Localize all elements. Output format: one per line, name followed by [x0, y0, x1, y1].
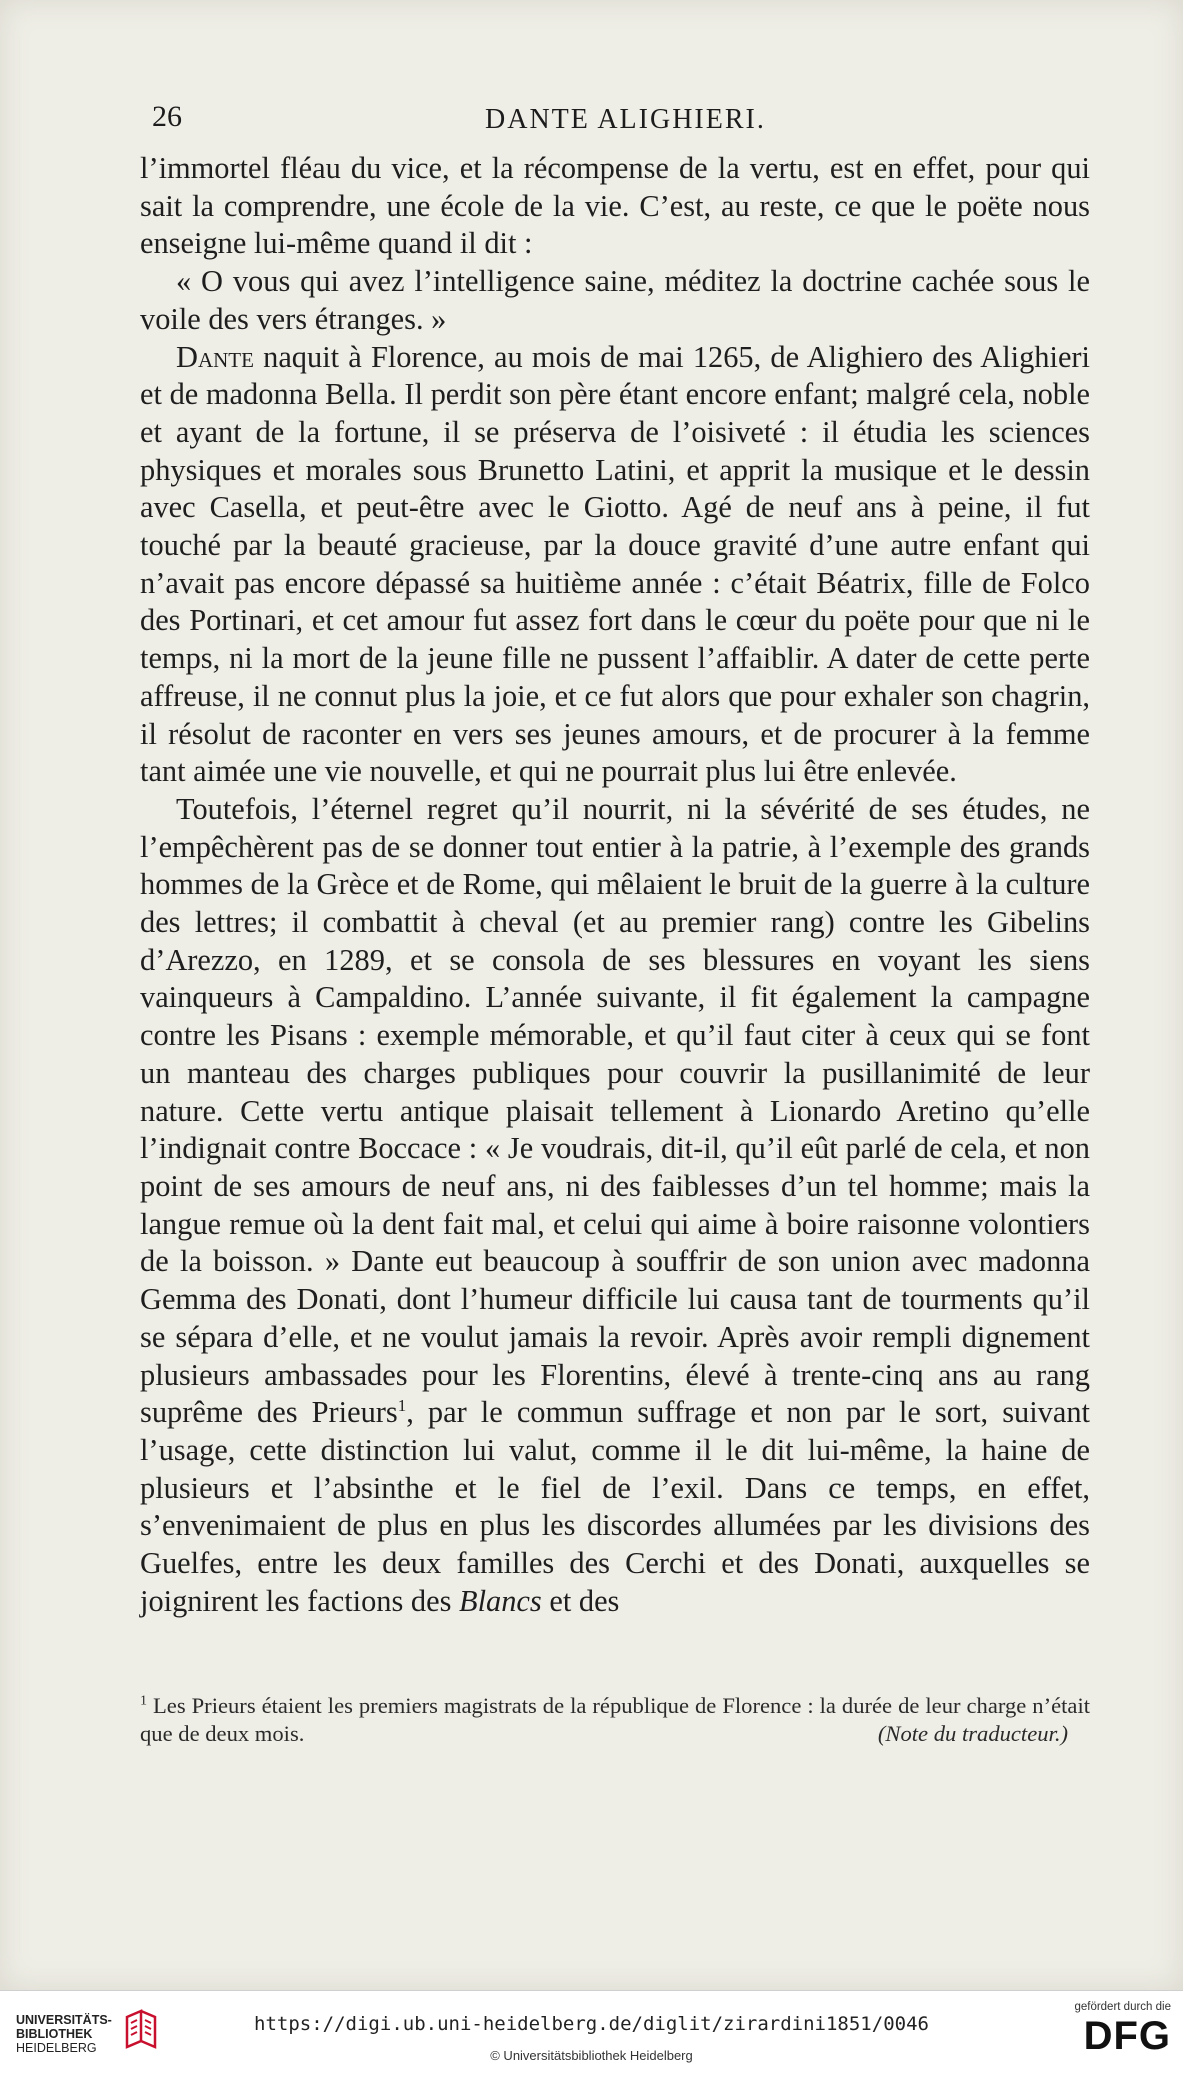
paragraph-4 — [140, 791, 1090, 1620]
library-name-line1: UNIVERSITÄTS- — [16, 2013, 112, 2027]
paragraph-2-text: « O vous qui avez l’intelligence saine, méditez la doctrine cachée sous le voile des vers étranges. » — [140, 264, 1090, 336]
footnote-marker: 1 — [140, 1693, 147, 1709]
running-head — [0, 100, 1183, 140]
paragraph-1 — [140, 150, 1090, 263]
copyright-notice: © Universitätsbibliothek Heidelberg — [490, 2048, 693, 2063]
paragraph-4-text-part3: et des — [541, 1583, 620, 1618]
body-text — [140, 150, 1090, 1620]
footnote-attribution: (Note du traducteur.) — [877, 1721, 1068, 1746]
funder-caption: gefördert durch die — [1074, 2001, 1171, 2013]
paragraph-3 — [140, 339, 1090, 791]
permalink-url[interactable]: https://digi.ub.uni-heidelberg.de/diglit/zirardini1851/0046 — [254, 2013, 929, 2035]
running-title: DANTE ALIGHIERI. — [485, 104, 766, 135]
viewer-footer — [0, 1990, 1183, 2078]
paragraph-4-text-part1: Toutefois, l’éternel regret qu’il nourrit, ni la sévérité de ses études, ne l’empêchèrent pas de se donner tout entier à la patrie, à l’exemple des grands hommes de la Grèce et de Rome, qui mêlaient le bruit de la guerre à la culture des lettres; il combattit à cheval (et au premier rang) contre les Gibelins d’Arezzo, en 1289, et se consola de ses blessures en voyant les siens vainqueurs à Campaldino. L’année suivante, il fit également la campagne contre les Pisans : exemple mémorable, et qu’il faut citer à ceux qui se font un manteau des charges publiques pour couvrir la pusillanimité de leur nature. Cette vertu antique plaisait tellement à Lionardo Aretino qu’elle l’indignait contre Boccace : « Je voudrais, dit-il, qu’il eût parlé de cela, et non point de ses amours de neuf ans, ni des faiblesses d’un tel homme; mais la langue remue où la dent fait mal, et celui qui aime à boire raisonne volontiers de la boisson. » Dante eut beaucoup à souffrir de son union avec madonna Gemma des Donati, dont l’humeur difficile lui causa tant de tourments qu’il se sépara d’elle, et ne voulut jamais la revoir. Après avoir rempli dignement plusieurs ambassades pour les Florentins, élevé à trente-cinq ans au rang suprême des Prieurs — [140, 791, 1090, 1430]
paragraph-1-text: l’immortel fléau du vice, et la récompense de la vertu, est en effet, pour qui sait la comprendre, une école de la vie. C’est, au reste, ce que le poëte nous enseigne lui-même quand il dit : — [140, 151, 1090, 261]
paragraph-3-lead-word: Dante — [176, 339, 254, 374]
footnote-text: Les Prieurs étaient les premiers magistrats de la république de Florence : la durée de leur charge n’était que de deux mois. — [140, 1693, 1090, 1746]
funder-logo-block[interactable] — [1061, 2001, 1171, 2071]
paragraph-3-text: naquit à Florence, au mois de mai 1265, de Alighiero des Alighieri et de madonna Bella. Il perdit son père étant encore enfant; malgré cela, noble et ayant de la fortune, il se préserva de l’oisiveté : il étudia les sciences physiques et morales sous Brunetto Latini, et apprit la musique et le dessin avec Casella, et peut-être avec le Giotto. Agé de neuf ans à peine, il fut touché par la beauté gracieuse, par la douce gravité d’une autre enfant qui n’avait pas encore dépassé sa huitième année : c’était Béatrix, fille de Folco des Portinari, et cet amour fut assez fort dans le cœur du poëte pour que ni le temps, ni la mort de la jeune fille ne pussent l’affaiblir. A dater de cette perte affreuse, il ne connut plus la joie, et ce fut alors que pour exhaler son chagrin, il résolut de raconter en vers ses jeunes amours, et de procurer à la femme tant aimée une vie nouvelle, et qui ne pourrait plus lui être enlevée. — [140, 339, 1090, 789]
footnote-reference: 1 — [397, 1396, 407, 1416]
library-name-line2: BIBLIOTHEK — [16, 2027, 93, 2041]
paragraph-4-text-part2: , par le commun suffrage et non par le sort, suivant l’usage, cette distinction lui valut, comme il le dit lui-même, la haine de plusieurs et l’absinthe et le fiel de l’exil. Dans ce temps, en effet, s’envenimaient de plus en plus les discordes allumées par les divisions des Guelfes, entre les deux familles des Cerchi et des Donati, auxquelles se joignirent les factions des — [140, 1395, 1090, 1618]
footnote — [140, 1692, 1090, 1748]
paragraph-2-quote — [140, 263, 1090, 338]
library-name-line3: HEIDELBERG — [16, 2041, 97, 2055]
dfg-logo: DFG — [1083, 2014, 1171, 2058]
paragraph-4-italic-word: Blancs — [459, 1583, 542, 1618]
page-number: 26 — [152, 100, 182, 133]
